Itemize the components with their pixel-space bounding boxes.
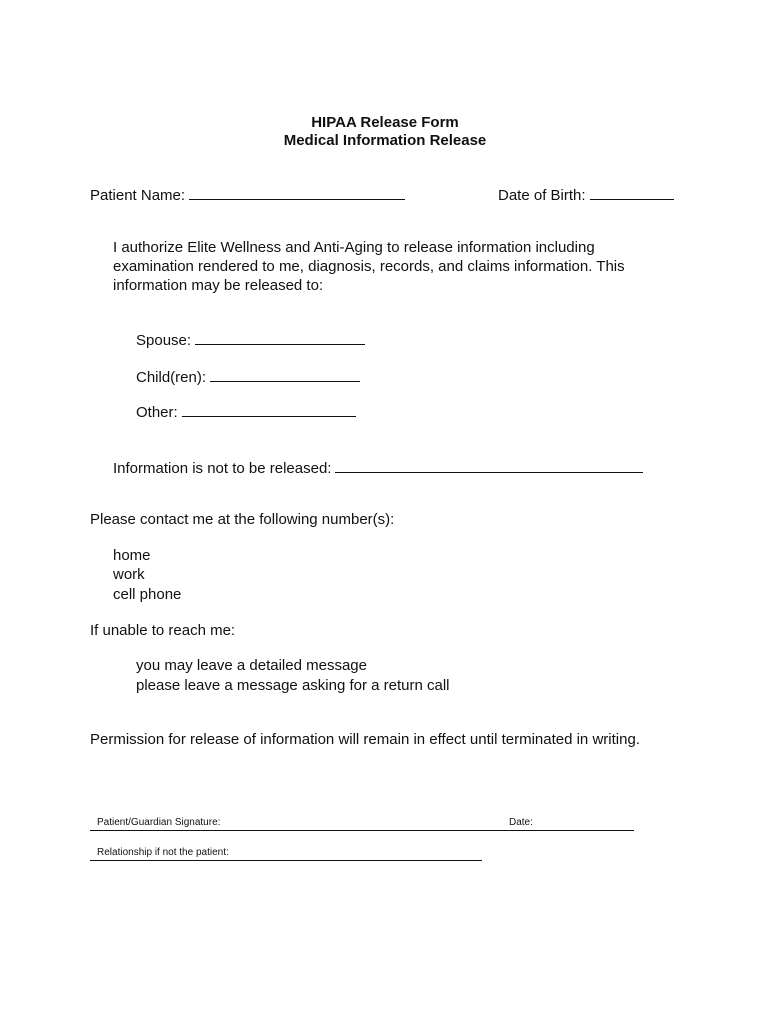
patient-name-field[interactable] bbox=[90, 185, 405, 204]
unable-heading: If unable to reach me: bbox=[90, 622, 236, 639]
contact-option-work[interactable]: work bbox=[113, 566, 145, 583]
contact-heading: Please contact me at the following number(s): bbox=[90, 511, 395, 528]
dob-label: Date of Birth: bbox=[498, 187, 586, 204]
permission-text: Permission for release of information will remain in effect until terminated in writing. bbox=[90, 731, 640, 748]
contact-option-home[interactable]: home bbox=[113, 547, 151, 564]
spouse-label: Spouse: bbox=[136, 332, 192, 349]
unable-option-detailed[interactable]: you may leave a detailed message bbox=[136, 657, 367, 674]
relationship-label: Relationship if not the patient: bbox=[97, 847, 229, 858]
dob-line[interactable] bbox=[590, 185, 674, 200]
patient-name-line[interactable] bbox=[189, 185, 405, 200]
signature-date-line[interactable] bbox=[506, 830, 634, 831]
patient-name-label: Patient Name: bbox=[90, 187, 186, 204]
signature-date-label: Date: bbox=[509, 817, 533, 828]
signature-label: Patient/Guardian Signature: bbox=[97, 817, 221, 828]
children-label: Child(ren): bbox=[136, 369, 207, 386]
dob-field[interactable] bbox=[498, 185, 674, 204]
other-line[interactable] bbox=[182, 402, 356, 417]
unable-option-return-call[interactable]: please leave a message asking for a return call bbox=[136, 677, 450, 694]
not-released-line[interactable] bbox=[335, 458, 643, 473]
contact-option-cell[interactable]: cell phone bbox=[113, 586, 182, 603]
not-released-field[interactable] bbox=[113, 458, 643, 477]
other-field[interactable] bbox=[136, 402, 356, 421]
relationship-line[interactable] bbox=[90, 860, 482, 861]
not-released-label: Information is not to be released: bbox=[113, 460, 332, 477]
form-title: HIPAA Release Form bbox=[311, 114, 459, 131]
spouse-field[interactable] bbox=[136, 330, 365, 349]
authorization-text: I authorize Elite Wellness and Anti-Aging to release information including examination rendered to me, diagnosis, records, and claims information. This information may be released to: bbox=[113, 239, 625, 294]
children-field[interactable] bbox=[136, 367, 360, 386]
form-subtitle: Medical Information Release bbox=[283, 132, 487, 149]
spouse-line[interactable] bbox=[195, 330, 365, 345]
other-label: Other: bbox=[136, 404, 178, 421]
children-line[interactable] bbox=[210, 367, 360, 382]
signature-line[interactable] bbox=[90, 830, 506, 831]
